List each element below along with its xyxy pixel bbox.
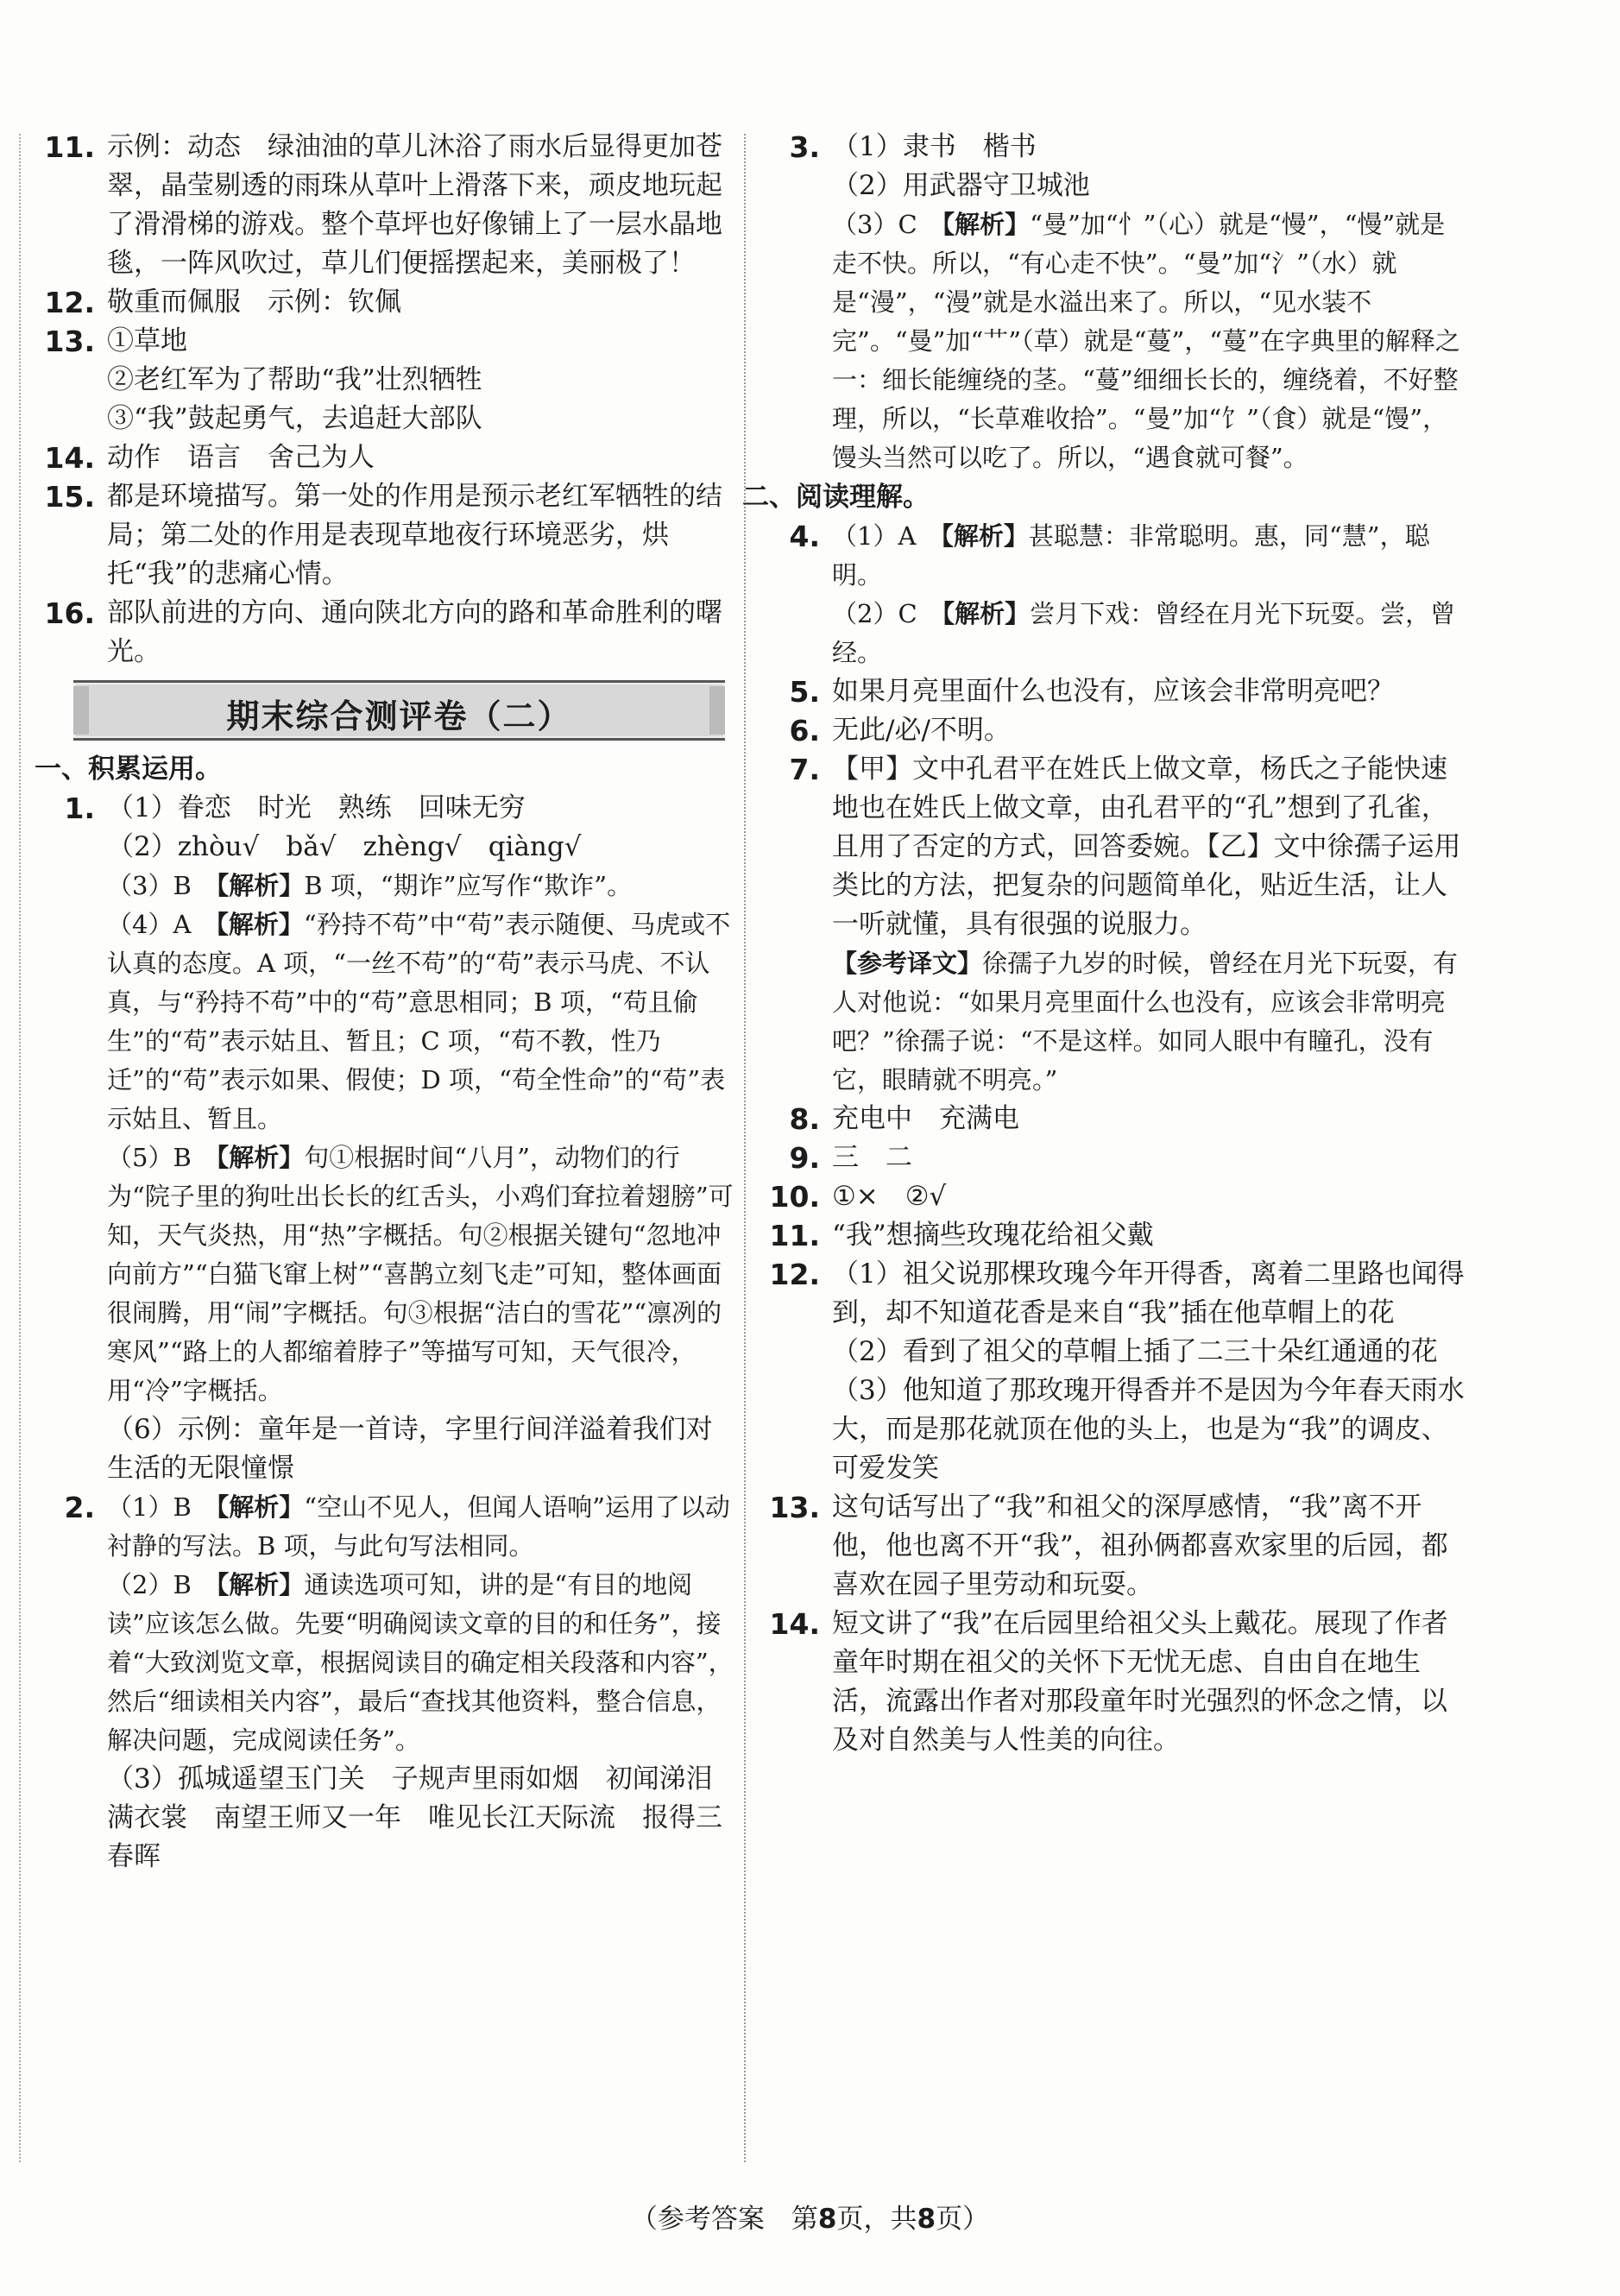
item-number: 2. — [64, 1491, 95, 1524]
answer-list-top — [35, 128, 734, 672]
section-heading-reading: 二、阅读理解。 — [742, 482, 930, 513]
page-number: 8 — [817, 2204, 837, 2235]
page-footer: （参考答案 第8页，共8页） — [630, 2204, 990, 2235]
sub-answer: （6）示例：童年是一首诗，字里行间洋溢着我们对生活的无限憧憬 — [107, 1414, 713, 1484]
answer-item-top — [35, 438, 734, 477]
section-banner — [73, 680, 725, 741]
item-number: 12. — [44, 286, 95, 319]
answer-item-13 — [760, 1488, 1467, 1605]
answer-text: 【甲】文中孔君平在姓氏上做文章，杨氏之子能快速地也在姓氏上做文章，由孔君平的“孔”想到了孔雀，且用了否定的方式，回答委婉。【乙】文中徐孺子运用类比的方法，把复杂的问题简单化，贴近生活，让人一听就懂，具有很强的说服力。 — [832, 754, 1461, 940]
sub-answer: （1）隶书 楷书 — [832, 131, 1037, 162]
item-number: 8. — [789, 1102, 820, 1136]
sub-answer: （5）B 【解析】句①根据时间“八月”，动物们的行为“院子里的狗吐出长长的红舌头，小鸡们耷拉着翅膀”可知，天气炎热，用“热”字概括。句②根据关键句“忽地冲向前方”“白猫飞窜上树”“喜鹊立刻飞走”可知，整体画面很闹腾，用“闹”字概括。句③根据“洁白的雪花”“凛冽的寒风”“路上的人都缩着脖子”等描写可知，天气很冷，用“冷”字概括。 — [107, 1143, 734, 1405]
translation-label: 【参考译文】 — [832, 949, 983, 978]
answer-item-11 — [760, 1216, 1467, 1255]
item-number: 14. — [44, 441, 95, 475]
page-total: 8 — [917, 2204, 936, 2235]
answer-item-4 — [760, 517, 1467, 672]
sub-answer: （3）B 【解析】B 项，“期诈”应写作“欺诈”。 — [107, 871, 633, 900]
answer-item-1 — [35, 789, 734, 1488]
analysis-label: 【解析】 — [216, 1492, 305, 1522]
answer-item-8 — [760, 1100, 1467, 1139]
column-divider — [744, 134, 746, 2162]
answer-item-12 — [760, 1255, 1467, 1488]
answer-item-9 — [760, 1139, 1467, 1177]
answer-item-6 — [760, 711, 1467, 750]
answer-text: 充电中 充满电 — [832, 1103, 1019, 1134]
answer-text: 如果月亮里面什么也没有，应该会非常明亮吧？ — [832, 676, 1394, 707]
sub-answer: （2）看到了祖父的草帽上插了二三十朵红通通的花 — [832, 1336, 1438, 1367]
answer-item-3 — [760, 128, 1467, 477]
analysis-label: 【解析】 — [216, 1143, 305, 1172]
answer-text: 三 二 — [832, 1142, 912, 1173]
analysis-label: 【解析】 — [216, 910, 304, 939]
item-number: 12. — [769, 1258, 820, 1291]
reference-translation: 【参考译文】徐孺子九岁的时候，曾经在月光下玩耍，有人对他说：“如果月亮里面什么也没有，应该会非常明亮吧？”徐孺子说：“不是这样。如同人眼中有瞳孔，没有它，眼睛就不明亮。” — [832, 949, 1459, 1094]
answer-line: 部队前进的方向、通向陕北方向的路和革命胜利的曙光。 — [107, 597, 722, 667]
answer-line: 都是环境描写。第一处的作用是预示老红军牺牲的结局；第二处的作用是表现草地夜行环境恶劣，烘托“我”的悲痛心情。 — [107, 481, 722, 590]
analysis-label: 【解析】 — [216, 1570, 305, 1599]
sub-answer: （1）A 【解析】甚聪慧：非常聪明。惠，同“慧”，聪明。 — [832, 521, 1430, 590]
item-number: 11. — [769, 1219, 820, 1252]
item-number: 7. — [789, 753, 820, 786]
item-number: 15. — [44, 480, 95, 514]
answer-item-top — [35, 283, 734, 322]
sub-answer: （3）他知道了那玫瑰开得香并不是因为今年春天雨水大，而是那花就顶在他的头上，也是为“我”的调皮、可爱发笑 — [832, 1375, 1465, 1484]
answer-item-top — [35, 128, 734, 283]
answer-item-top — [35, 322, 734, 438]
answer-line: ②老红军为了帮助“我”壮烈牺牲 — [107, 364, 482, 395]
answer-line: 动作 语言 舍己为人 — [107, 442, 375, 473]
analysis-label: 【解析】 — [216, 871, 305, 900]
section-heading-accumulate: 一、积累运用。 — [35, 754, 222, 785]
answer-line: 敬重而佩服 示例：钦佩 — [107, 287, 401, 318]
item-number: 3. — [789, 130, 820, 164]
answer-text: ①× ②√ — [832, 1181, 947, 1212]
answer-line: 示例：动态 绿油油的草儿沐浴了雨水后显得更加苍翠，晶莹剔透的雨珠从草叶上滑落下来，顽皮地玩起了滑滑梯的游戏。整个草坪也好像铺上了一层水晶地毯，一阵风吹过，草儿们便摇摆起来，美丽极了！ — [107, 131, 722, 279]
item-number: 9. — [789, 1141, 820, 1175]
answer-item-top — [35, 594, 734, 672]
analysis-label: 【解析】 — [942, 599, 1031, 628]
answer-text: 短文讲了“我”在后园里给祖父头上戴花。展现了作者童年时期在祖父的关怀下无忧无虑、自由自在地生活，流露出作者对那段童年时光强烈的怀念之情，以及对自然美与人性美的向往。 — [832, 1608, 1448, 1756]
sub-answer: （1）B 【解析】“空山不见人，但闻人语响”运用了以动衬静的写法。B 项，与此句写法相同。 — [107, 1492, 730, 1561]
analysis-label: 【解析】 — [941, 521, 1029, 551]
banner-title: 期末综合测评卷（二） — [226, 697, 572, 735]
answer-text: “我”想摘些玫瑰花给祖父戴 — [832, 1220, 1154, 1251]
sub-answer: （2）B 【解析】通读选项可知，讲的是“有目的地阅读”应该怎么做。先要“明确阅读文章的目的和任务”，接着“大致浏览文章，根据阅读目的确定相关段落和内容”，然后“细读相关内容”，最后“查找其他资料，整合信息，解决问题，完成阅读任务”。 — [107, 1570, 734, 1755]
sub-answer: （2）zhòu√ bǎ√ zhèng√ qiàng√ — [107, 831, 582, 862]
item-number: 4. — [789, 520, 820, 553]
sub-answer: （2）用武器守卫城池 — [832, 170, 1090, 201]
item-number: 13. — [769, 1491, 820, 1524]
answer-item-10 — [760, 1177, 1467, 1216]
answer-item-top — [35, 477, 734, 594]
answer-text: 无此/必/不明。 — [832, 715, 1011, 746]
left-margin-rule — [19, 134, 21, 2162]
answer-item-7 — [760, 750, 1467, 1100]
answer-line: ①草地 — [107, 325, 187, 356]
answer-item-2 — [35, 1488, 734, 1877]
analysis-label: 【解析】 — [942, 210, 1031, 239]
sub-answer: （1）祖父说那棵玫瑰今年开得香，离着二里路也闻得到，却不知道花香是来自“我”插在他草帽上的花 — [832, 1258, 1465, 1328]
sub-answer: （4）A 【解析】“矜持不苟”中“苟”表示随便、马虎或不认真的态度。A 项，“一丝不苟”的“苟”表示马虎、不认真，与“矜持不苟”中的“苟”意思相同；B 项，“苟且偷生”的“苟”表示姑且、暂且；C 项，“苟不教，性乃迁”的“苟”表示如果、假使；D 项，“苟全性命”的“苟”表示姑且、暂且。 — [107, 910, 731, 1133]
item-number: 5. — [789, 675, 820, 709]
item-number: 14. — [769, 1607, 820, 1641]
item-number: 1. — [64, 792, 95, 825]
item-number: 13. — [44, 325, 95, 358]
sub-answer: （3）C 【解析】“曼”加“忄”（心）就是“慢”，“慢”就是走不快。所以，“有心走不快”。“曼”加“氵”（水）就是“漫”，“漫”就是水溢出来了。所以，“见水装不完”。“曼”加“艹”（草）就是“蔓”，“蔓”在字典里的解释之一：细长能缠绕的茎。“蔓”细细长长的，缠绕着，不好整理，所以，“长草难收拾”。“曼”加“饣”（食）就是“馒”，馒头当然可以吃了。所以，“遇食就可餐”。 — [832, 210, 1460, 472]
sub-answer: （1）眷恋 时光 熟练 回味无穷 — [107, 792, 526, 823]
answer-text: 这句话写出了“我”和祖父的深厚感情，“我”离不开他，他也离不开“我”，祖孙俩都喜欢家里的后园，都喜欢在园子里劳动和玩耍。 — [832, 1492, 1448, 1600]
item-number: 16. — [44, 596, 95, 630]
right-column — [742, 128, 1467, 1760]
answer-line: ③“我”鼓起勇气，去追赶大部队 — [107, 403, 482, 434]
item-number: 11. — [44, 130, 95, 164]
answer-item-5 — [760, 672, 1467, 711]
left-column — [35, 128, 734, 1877]
item-number: 10. — [769, 1180, 820, 1214]
sub-answer: （2）C 【解析】尝月下戏：曾经在月光下玩耍。尝，曾经。 — [832, 599, 1456, 667]
answer-item-14 — [760, 1605, 1467, 1760]
sub-answer: （3）孤城遥望玉门关 子规声里雨如烟 初闻涕泪满衣裳 南望王师又一年 唯见长江天际流 报得三春晖 — [107, 1763, 722, 1872]
item-number: 6. — [789, 714, 820, 747]
